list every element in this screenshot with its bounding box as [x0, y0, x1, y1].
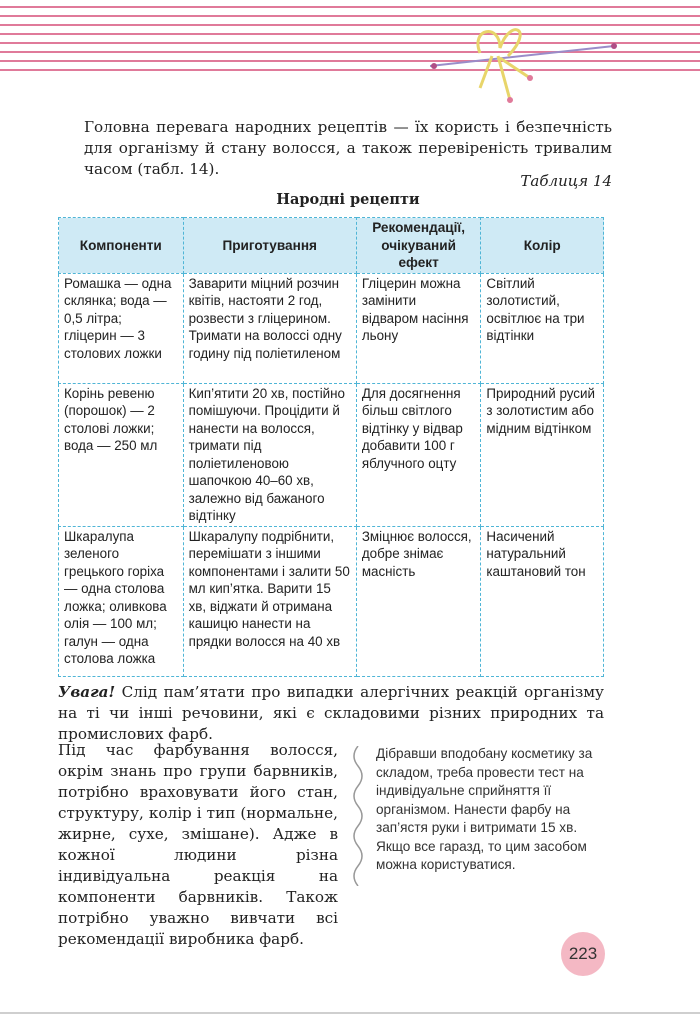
table-cell: Насичений натуральний каштановий тон: [481, 526, 604, 676]
table-title: Народні рецепти: [276, 191, 420, 208]
header-color: Колір: [481, 218, 604, 274]
table-cell: Для досягнення більш світлого відтінку у відвар добавити 100 г яблучного оцту: [356, 383, 481, 526]
table-cell: Шкаралупа зеленого грецького горіха — одна столова ложка; оливкова олія — 100 мл; галун — одна столова ложка: [59, 526, 184, 676]
body-paragraph: Під час фарбування волосся, окрім знань про групи барвників, потрібно враховувати його стан, структуру, колір і тип (нормальне, жирне, сухе, змішане). Адже в кожної людини різна індивідуальна реакція на компоненти барвників. Також потрібно уважно вивчати всі рекомендації виробника фарб.: [58, 741, 338, 948]
warning-note: [58, 682, 604, 745]
warning-text: Слід пам’ятати про випадки алергічних реакцій організму на ті чи інші речовини, які є складовими різних природних та промислових фарб.: [58, 683, 604, 743]
recipes-table: [58, 217, 604, 677]
table-cell: Світлий золотистий, освітлює на три відтінки: [481, 273, 604, 383]
table-row: [59, 273, 604, 383]
table-cell: Кип’ятити 20 хв, постійно помішуючи. Процідити й нанести на волосся, тримати під поліетиленовою шапочкою 40–60 хв, залежно від бажаного відтінку: [183, 383, 356, 526]
page-number: 223: [561, 932, 605, 976]
table-cell: Природний русий з золотистим або мідним відтінком: [481, 383, 604, 526]
ribbon-bow-icon: [430, 18, 630, 108]
tip-box: Дібравши вподобану косметику за складом, треба провести тест на індивідуальне сприйняття її організмом. Нанести фарбу на зап’ястя руки і витримати 15 хв. Якщо все гаразд, то цим засобом можна користуватися.: [376, 746, 593, 872]
table-cell: Корінь ревеню (порошок) — 2 столові ложки; вода — 250 мл: [59, 383, 184, 526]
table-cell: Шкаралупу подрібнити, перемішати з іншими компонентами і залити 50 мл кип’ятка. Варити 15 хв, віджати й отримана кашицю нанести на прядки волосся на 40 хв: [183, 526, 356, 676]
table-row: [59, 383, 604, 526]
table-cell: Зміцнює волосся, добре знімає масність: [356, 526, 481, 676]
footer-divider: [0, 1012, 700, 1014]
decorative-squiggle-icon: [348, 746, 368, 886]
warning-label: Увага!: [58, 683, 116, 701]
table-cell: Заварити міцний розчин квітів, настояти 2 год, розвести з гліцерином. Тримати на волоссі одну годину під поліетиленом: [183, 273, 356, 383]
table-row: [59, 526, 604, 676]
table-number: Таблиця 14: [520, 172, 612, 190]
intro-paragraph: Головна перевага народних рецептів — їх користь і безпечність для організму й стану волосся, а також перевіреність тривалим часом (табл. 14).: [84, 118, 612, 178]
header-recommendations: Рекомендації, очікуваний ефект: [356, 218, 481, 274]
table-header-row: [59, 218, 604, 274]
table-cell: Гліцерин можна замінити відваром насіння льону: [356, 273, 481, 383]
table-cell: Ромашка — одна склянка; вода — 0,5 літра; гліцерин — 3 столових ложки: [59, 273, 184, 383]
header-components: Компоненти: [59, 218, 184, 274]
header-preparation: Приготування: [183, 218, 356, 274]
